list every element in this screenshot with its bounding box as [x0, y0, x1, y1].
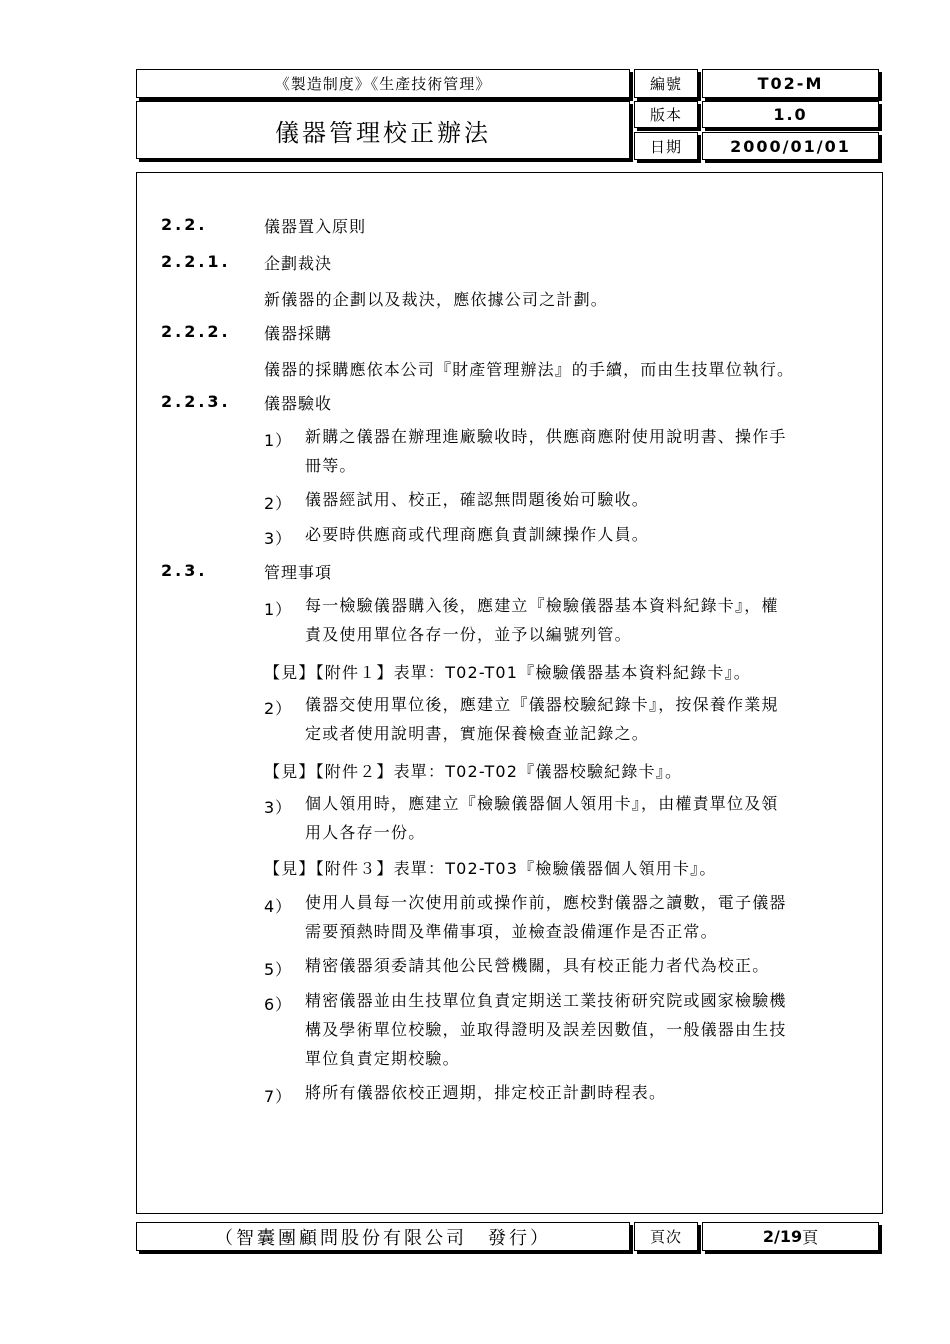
- list-item-text: 必要時供應商或代理商應負責訓練操作人員。: [305, 525, 650, 544]
- doc-title-text: 儀器管理校正辦法: [275, 118, 491, 147]
- date-label: 日期: [634, 132, 698, 160]
- publisher-text: （智囊團顧問股份有限公司 發行）: [215, 1227, 551, 1249]
- code-value: T02-M: [702, 69, 879, 98]
- list-item-label: 3）: [264, 529, 293, 548]
- list-item-text: 精密儀器須委請其他公民營機關，具有校正能力者代為校正。: [305, 956, 770, 975]
- list-item-label: 6）: [264, 995, 293, 1014]
- paragraph: 儀器的採購應依本公司『財產管理辦法』的手續，而由生技單位執行。: [264, 360, 795, 379]
- doc-series-text: 《製造制度》《生產技術管理》: [274, 75, 492, 93]
- attachment-reference: 【見】【附件１】表單：T02-T01『檢驗儀器基本資料紀錄卡』。: [264, 663, 751, 682]
- paragraph: 新儀器的企劃以及裁決，應依據公司之計劃。: [264, 290, 609, 309]
- section-number: 2.2.: [161, 215, 208, 234]
- list-item-text: 個人領用時，應建立『檢驗儀器個人領用卡』，由權責單位及領 用人各存一份。: [305, 794, 779, 842]
- list-item-text: 將所有儀器依校正週期，排定校正計劃時程表。: [305, 1083, 667, 1102]
- doc-title: [136, 101, 630, 159]
- section-title: 儀器置入原則: [264, 217, 367, 236]
- doc-series: [136, 69, 630, 98]
- attachment-reference: 【見】【附件３】表單：T02-T03『檢驗儀器個人領用卡』。: [264, 859, 717, 878]
- list-item-label: 2）: [264, 699, 293, 718]
- list-item-label: 1）: [264, 431, 293, 450]
- section-title: 管理事項: [264, 563, 333, 582]
- list-item-label: 4）: [264, 897, 293, 916]
- date-value: 2000/01/01: [702, 132, 879, 160]
- list-item-label: 2）: [264, 494, 293, 513]
- list-item-text: 儀器經試用、校正，確認無問題後始可驗收。: [305, 490, 650, 509]
- page-label: 頁次: [634, 1222, 698, 1251]
- section-number: 2.2.1.: [161, 252, 231, 271]
- section-title: 企劃裁決: [264, 254, 333, 273]
- version-label: 版本: [634, 101, 698, 128]
- list-item-text: 使用人員每一次使用前或操作前，應校對儀器之讀數，電子儀器 需要預熱時間及準備事項，並檢查設備運作是否正常。: [305, 893, 787, 941]
- list-item-text: 儀器交使用單位後，應建立『儀器校驗紀錄卡』，按保養作業規 定或者使用說明書，實施保養檢查並記錄之。: [305, 695, 779, 743]
- section-number: 2.2.2.: [161, 322, 231, 341]
- section-number: 2.3.: [161, 561, 208, 580]
- attachment-reference: 【見】【附件２】表單：T02-T02『儀器校驗紀錄卡』。: [264, 762, 683, 781]
- list-item-label: 5）: [264, 960, 293, 979]
- list-item-text: 新購之儀器在辦理進廠驗收時，供應商應附使用說明書、操作手 冊等。: [305, 427, 787, 475]
- list-item-label: 7）: [264, 1087, 293, 1106]
- section-title: 儀器驗收: [264, 394, 333, 413]
- list-item-label: 1）: [264, 600, 293, 619]
- page-number: 2/19 頁: [702, 1222, 879, 1251]
- publisher: [136, 1222, 630, 1251]
- list-item-text: 精密儀器並由生技單位負責定期送工業技術研究院或國家檢驗機 構及學術單位校驗，並取得證明及誤差因數值，一般儀器由生技 單位負責定期校驗。: [305, 991, 787, 1068]
- list-item-text: 每一檢驗儀器購入後，應建立『檢驗儀器基本資料紀錄卡』，權 責及使用單位各存一份，並予以編號列管。: [305, 596, 779, 644]
- list-item-label: 3）: [264, 798, 293, 817]
- code-label: 編號: [634, 69, 698, 98]
- section-number: 2.2.3.: [161, 392, 231, 411]
- version-value: 1.0: [702, 101, 879, 128]
- section-title: 儀器採購: [264, 324, 333, 343]
